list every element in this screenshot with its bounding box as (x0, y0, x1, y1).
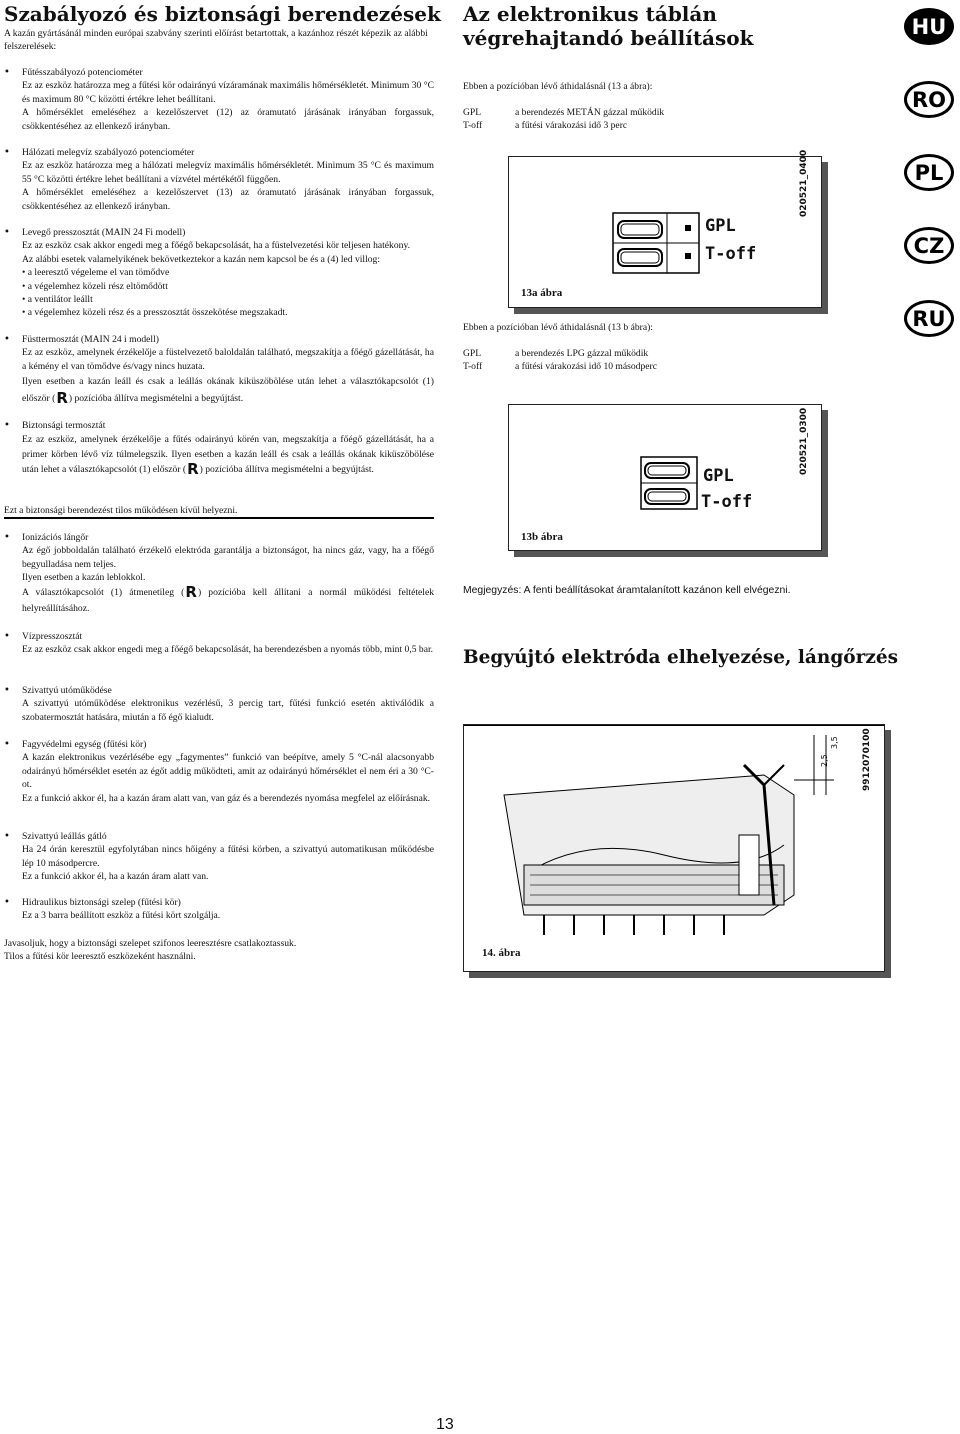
item-title: Hidraulikus biztonsági szelep (fűtési kör) (22, 897, 181, 908)
list-item (4, 896, 434, 923)
item-text: Az égő jobboldalán található érzékelő elektróda garantálja a biztonságot, ha nincs gáz, vagy, ha a főégő begyulladása nem teljes. (22, 545, 434, 570)
footer-note: Tilos a fűtési kör leeresztő eszközeként használni. (4, 951, 196, 962)
bullet: • (4, 227, 10, 238)
label-gpl: GPL (703, 466, 734, 486)
item-text: Ez a funkció akkor él, ha a kazán áram alatt van, van gáz és a berendezés nyomása megfelel az előírásnak. (22, 792, 431, 804)
jumper-diagram (509, 157, 821, 307)
item-title: Vízpresszosztát (22, 631, 83, 642)
item-text: Az alábbi esetek valamelyikének bekövetkeztekor a kazán nem kapcsol be és a (4) led villog: (22, 253, 381, 265)
section-title-electrode: Begyújtó elektróda elhelyezése, lángőrzés (463, 647, 899, 668)
figure-caption: 13a ábra (521, 287, 563, 299)
list-item (4, 684, 434, 724)
settings-row: T-off a fűtési várakozási idő 10 másodperc (463, 361, 657, 373)
item-title: Levegő presszosztát (MAIN 24 Fi modell) (22, 227, 186, 238)
item-title: Szivattyú leállás gátló (22, 831, 107, 842)
settings-row: T-off a fűtési várakozási idő 3 perc (463, 120, 628, 132)
sub-list (22, 266, 434, 320)
list-item (4, 738, 434, 805)
figure-caption: 14. ábra (482, 947, 521, 959)
label-toff: T-off (701, 492, 753, 512)
item-text: Ez az eszköz, amelynek érzékelője a fűtés odairányú körén van, megszakítja a főégő gázellátását, ha a primer körben lévő víz túlmelegszik. Ilyen esetben a kazán leáll és csak a leállás okának kiküszöbölése után lehet a választókapcsolót (1) először (R) pozícióba állítva megismételni a begyújtást. (22, 434, 434, 479)
item-title: Szivattyú utóműködése (22, 685, 112, 696)
list-item (4, 630, 434, 657)
settings-table-13b (463, 347, 883, 374)
list-item (4, 333, 434, 407)
item-title: Fűtésszabályozó potenciométer (22, 67, 143, 78)
item-title: Füsttermosztát (MAIN 24 i modell) (22, 334, 159, 345)
list-item (4, 419, 434, 477)
figure-code: 020521_0300 (799, 407, 809, 475)
page-number: 13 (436, 1416, 454, 1433)
bullet: • (4, 739, 10, 750)
intro-text: A kazán gyártásánál minden európai szabvány szerinti előírást betartottak, a kazánhoz részét képezik az alábbi felszerelések: (4, 28, 428, 53)
list-item (4, 830, 434, 884)
figure-13b (508, 404, 822, 551)
item-title: Ionizációs lángőr (22, 532, 89, 543)
language-badge-cz: CZ (904, 227, 954, 264)
item-text: Ilyen esetben a kazán leblokkol. (22, 572, 146, 584)
list-item (4, 226, 434, 320)
figure-caption: 13b ábra (521, 531, 563, 543)
item-text: A hőmérséklet emeléséhez a kezelőszervet (13) az óramutató járásának irányában forgassuk, csökkentéséhez az ellenkező irányban. (22, 187, 434, 212)
sub-list-item: • a leeresztő végeleme el van tömődve (22, 267, 170, 279)
bullet: • (4, 147, 10, 158)
item-title: Biztonsági termosztát (22, 420, 106, 431)
item-title: Hálózati melegvíz szabályozó potenciométer (22, 147, 195, 158)
settings-row: GPL a berendezés LPG gázzal működik (463, 348, 649, 359)
bullet: • (4, 685, 10, 696)
label-gpl: GPL (705, 216, 736, 236)
jumper-diagram (509, 405, 821, 550)
warning-note: Ezt a biztonsági berendezést tilos működésen kívül helyezni. (4, 504, 434, 519)
bullet: • (4, 420, 10, 431)
item-text: A választókapcsolót (1) átmenetileg (R) pozícióba kell állítani a normál működési feltételek helyreállításához. (22, 582, 434, 614)
sub-list-item: • a végelemhez közeli rész és a presszosztát összekötése megszakadt. (22, 307, 288, 319)
item-text: A kazán elektronikus vezérlésébe egy „fagymentes” funkció van beépítve, amely 5 °C-nál alacsonyabb odairányú hőmérséklet esetén az égőt addig működteti, amit az odairányú hőmérséklet el nem éri a 30 °C-ot. (22, 752, 434, 791)
section-title-settings: Az elektronikus táblán végrehajtandó beállítások (463, 2, 754, 50)
settings-row: GPL a berendezés METÁN gázzal működik (463, 107, 665, 118)
item-text: Ez az eszköz csak akkor engedi meg a főégő bekapcsolását, ha a füstelvezetési kör teljesen hatékony. (22, 240, 411, 252)
footer-note: Javasoljuk, hogy a biztonsági szelepet szifonos leeresztésre csatlakoztassuk. (4, 938, 297, 949)
item-text: Ha 24 órán keresztül egyfolytában nincs hőigény a fűtési körben, a szivattyú automatikusan működésbe lép 10 másodpercre. (22, 844, 434, 869)
item-text: Ez az eszköz csak akkor engedi meg a főégő bekapcsolását, ha berendezésben a nyomás több, mint 0,5 bar. (22, 644, 434, 656)
figure-13a (508, 149, 822, 308)
language-badge-hu: HU (904, 8, 954, 45)
bullet: • (4, 631, 10, 642)
figure-code: 9912070100 (862, 728, 872, 791)
item-text: A hőmérséklet emeléséhez a kezelőszervet (12) az óramutató járásának irányában forgassuk, csökkentéséhez az ellenkező irányban. (22, 107, 434, 132)
item-text: Ez a funkció akkor él, ha a kazán áram alatt van. (22, 871, 209, 883)
dimension-label: 2,5 (820, 754, 829, 767)
item-text: Ez az eszköz, amelynek érzékelője a füstelvezető baloldalán található, megszakítja a főégő gázellátását, ha a kémény el van tömődve és/vagy nincs huzata. (22, 347, 434, 372)
note-text: Megjegyzés: A fenti beállításokat áramtalanított kazánon kell elvégezni. (463, 585, 791, 596)
intro-13b: Ebben a pozícióban lévő áthidalásnál (13 b ábra): (463, 322, 653, 333)
item-text: A szivattyú utóműködése elektronikus vezérlésű, 3 percig tart, fűtési funkció esetén aktiválódik a szobatermosztát hatására, miután a fő égő kialudt. (22, 698, 434, 723)
bullet: • (4, 897, 10, 908)
language-badge-ru: RU (904, 300, 954, 337)
reset-position-icon: R (56, 389, 68, 408)
figure-code: 020521_0400 (799, 149, 809, 217)
dimension-label: 3,5 (830, 736, 839, 749)
item-text: Ilyen esetben a kazán leáll és csak a leállás okának kiküszöbölése után lehet a választókapcsolót (1) először (R) pozícióba állítva megismételni a begyújtást. (22, 376, 434, 408)
language-badge-pl: PL (904, 154, 954, 191)
settings-table-13a (463, 106, 883, 133)
list-item (4, 531, 434, 617)
sub-list-item: • a végelemhez közeli rész eltömődött (22, 280, 168, 292)
bullet: • (4, 532, 10, 543)
bullet: • (4, 334, 10, 345)
label-toff: T-off (705, 244, 757, 264)
item-text: Ez a 3 barra beállított eszköz a fűtési kört szolgálja. (22, 910, 221, 922)
reset-position-icon: R (185, 582, 197, 601)
sub-list-item: • a ventilátor leállt (22, 294, 93, 306)
figure-14 (463, 724, 885, 972)
reset-position-icon: R (187, 460, 199, 479)
section-title-regulators: Szabályozó és biztonsági berendezések (4, 2, 441, 26)
language-badge-ro: RO (904, 81, 954, 118)
list-item (4, 146, 434, 213)
bullet: • (4, 67, 10, 78)
list-item (4, 66, 434, 133)
intro-13a: Ebben a pozícióban lévő áthidalásnál (13 a ábra): (463, 81, 653, 92)
item-text: Ez az eszköz határozza meg a hálózati melegvíz maximális hőmérsékletét. Minimum 35 °C és maximum 55 °C közötti értékre lehet beállítani a vízvétel mértékétől függően. (22, 160, 434, 185)
item-text: Ez az eszköz határozza meg a fűtési kör odairányú vízáramának maximális hőmérsékletét. Minimum 30 °C és maximum 80 °C közötti értékre lehet beállítani. (22, 80, 434, 105)
item-title: Fagyvédelmi egység (fűtési kör) (22, 739, 147, 750)
bullet: • (4, 831, 10, 842)
